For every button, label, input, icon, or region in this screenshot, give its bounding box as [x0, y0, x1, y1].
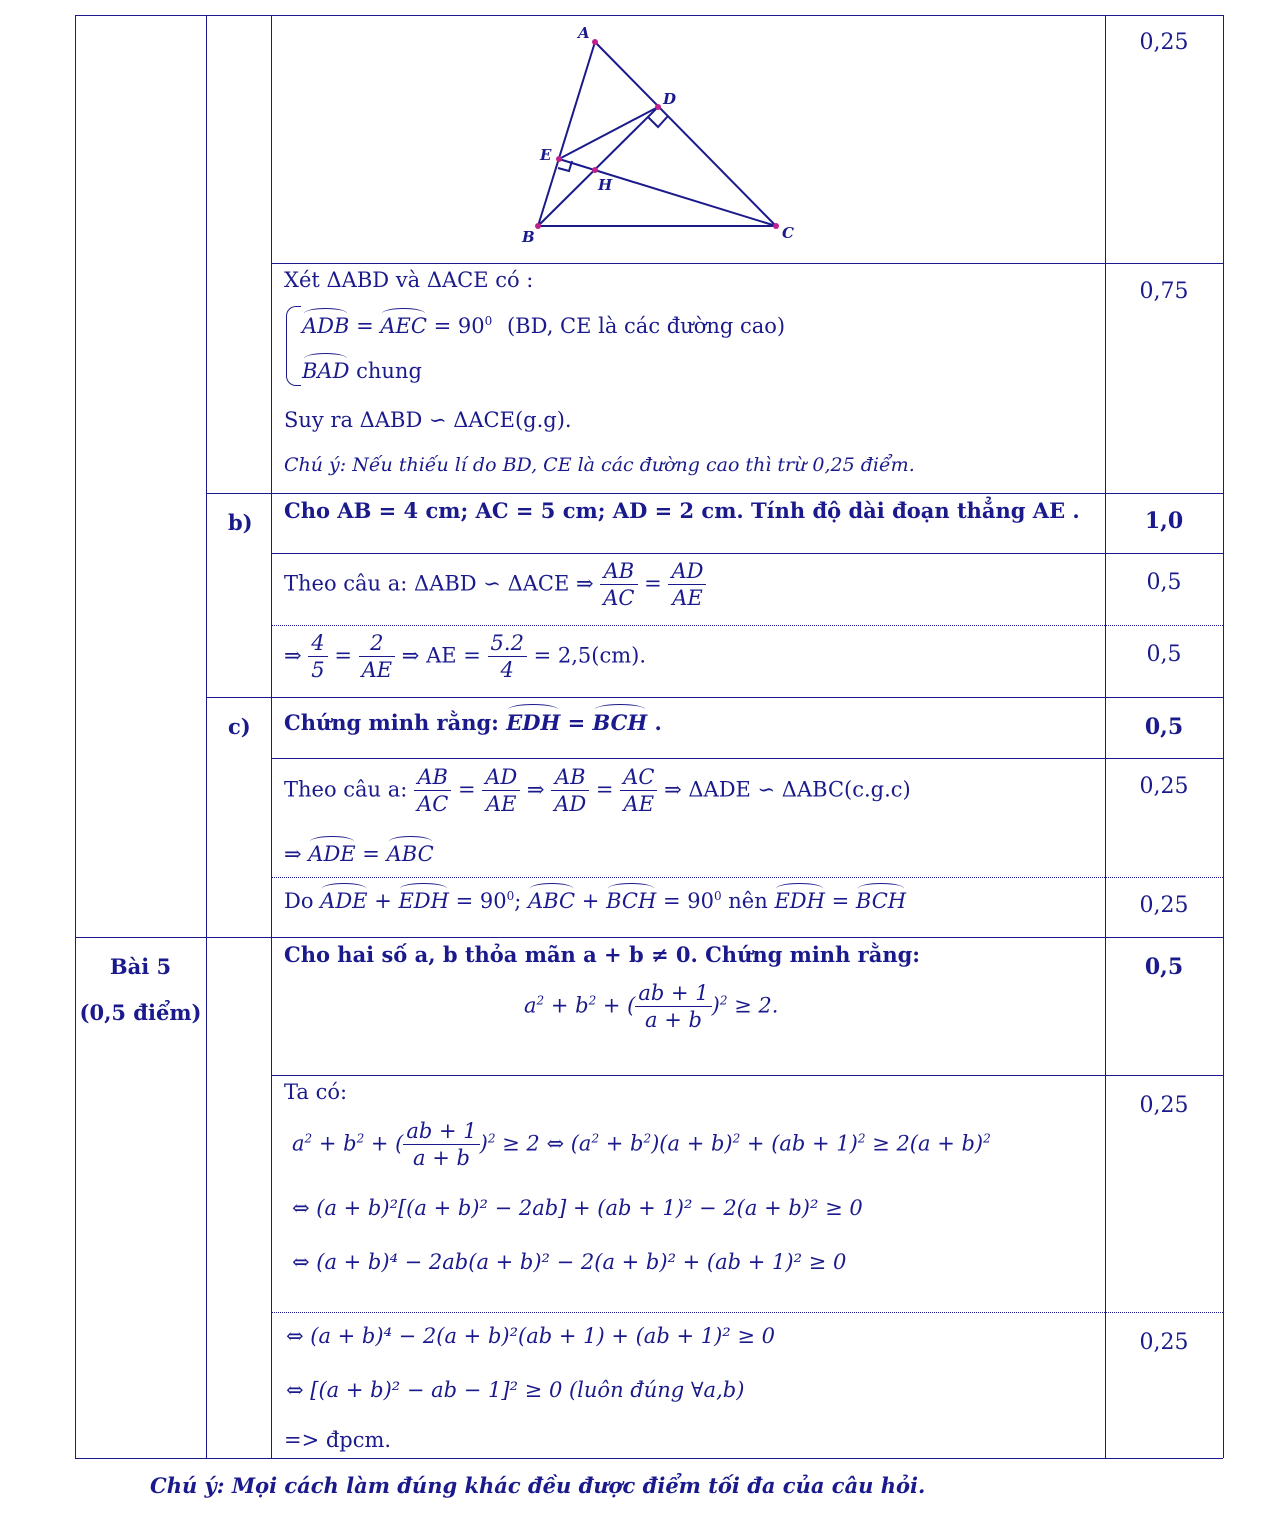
segment-ed	[559, 107, 658, 159]
point-b	[535, 223, 541, 229]
score-bai5: 0,5	[1144, 954, 1184, 980]
bai5-inequality: $a^2 + b^2$ + ( $\frac{ab + 1}{a + b}$ )$^2$ ≥ 2.	[524, 981, 779, 1033]
score-c: 0,5	[1144, 714, 1184, 740]
b-question: Cho AB = 4 cm; AC = 5 cm; AD = 2 cm. Tính độ dài đoạn thẳng AE .	[284, 498, 1080, 523]
bai5-taco: Ta có:	[284, 1080, 348, 1104]
c-step3: Do ADE + EDH = $90^0$; ABC + BCH = $90^0$ nên EDH = BCH	[284, 889, 907, 913]
a-line4: Suy ra ΔABD ∽ ΔACE(g.g).	[284, 408, 572, 432]
score-bai5-1: 0,25	[1139, 1093, 1189, 1118]
label-a: A	[578, 24, 590, 42]
score-b-step1: 0,5	[1146, 570, 1182, 595]
label-e: E	[540, 146, 552, 164]
a-line1: Xét ΔABD và ΔACE có :	[284, 268, 534, 292]
point-a	[592, 39, 598, 45]
label-c-part: c)	[228, 714, 251, 739]
bai5-l3: ⇔ (a + b)⁴ − 2ab(a + b)² − 2(a + b)² + (ab + 1)² ≥ 0	[292, 1250, 847, 1274]
triangle-figure	[510, 22, 810, 252]
footer-note: Chú ý: Mọi cách làm đúng khác đều được điểm tối đa của câu hỏi.	[150, 1473, 926, 1498]
bai5-l4: ⇔ (a + b)⁴ − 2(a + b)²(ab + 1) + (ab + 1)² ≥ 0	[286, 1324, 775, 1348]
c-step2: ⇒ ADE = ABC	[284, 842, 434, 866]
c-question: Chứng minh rằng: EDH = BCH .	[284, 710, 662, 735]
point-e	[556, 156, 562, 162]
point-d	[655, 104, 661, 110]
bai5-points: (0,5 điểm)	[79, 1000, 202, 1025]
score-figure: 0,25	[1139, 30, 1189, 55]
right-angle-d	[648, 116, 668, 127]
c-step1: Theo câu a: $\frac{AB}{AC}$ = $\frac{AD}{AE}$ ⇒ $\frac{AB}{AD}$ = $\frac{AC}{AE}$ ⇒ ΔADE ∽ ΔABC(c.g.c)	[284, 765, 911, 817]
label-b: B	[522, 228, 535, 246]
bai5-l2: ⇔ (a + b)²[(a + b)² − 2ab] + (ab + 1)² − 2(a + b)² ≥ 0	[292, 1196, 863, 1220]
score-b: 1,0	[1144, 508, 1184, 534]
score-bai5-2: 0,25	[1139, 1330, 1189, 1355]
bai5-l5: ⇔ [(a + b)² − ab − 1]² ≥ 0 (luôn đúng ∀a,b)	[286, 1378, 745, 1402]
label-d: D	[663, 90, 677, 108]
point-h	[592, 167, 598, 173]
b-step1: Theo câu a: ΔABD ∽ ΔACE ⇒ $\frac{AB}{AC}$ = $\frac{AD}{AE}$	[284, 558, 706, 612]
bai5-l6: => đpcm.	[284, 1428, 392, 1452]
score-c-step1: 0,25	[1139, 774, 1189, 799]
score-a: 0,75	[1139, 279, 1189, 304]
a-line3: BAD chung	[302, 359, 422, 383]
point-c	[773, 223, 779, 229]
bai5-title: Bài 5	[109, 954, 172, 979]
a-note: Chú ý: Nếu thiếu lí do BD, CE là các đường cao thì trừ 0,25 điểm.	[284, 454, 915, 476]
label-b-part: b)	[228, 510, 253, 535]
bai5-l1: $a^2 + b^2$ + ( $\frac{ab + 1}{a + b}$ )$^2$ ≥ 2 ⇔ $(a^2 + b^2)(a + b)^2 + (ab + 1)^2 \ge 2(a + b)^2$	[292, 1119, 991, 1171]
score-b-step2: 0,5	[1146, 642, 1182, 667]
system-brace	[286, 306, 301, 386]
a-line2: ADB = AEC = $90^0$ (BD, CE là các đường cao)	[302, 314, 786, 338]
label-h: H	[598, 176, 613, 194]
bai5-question: Cho hai số a, b thỏa mãn a + b ≠ 0. Chứng minh rằng:	[284, 942, 921, 967]
b-step2: ⇒ $\frac{4}{5}$ = $\frac{2}{AE}$ ⇒ AE = $\frac{5.2}{4}$ = 2,5(cm).	[284, 631, 647, 683]
label-c: C	[782, 224, 794, 242]
score-c-step3: 0,25	[1139, 893, 1189, 918]
